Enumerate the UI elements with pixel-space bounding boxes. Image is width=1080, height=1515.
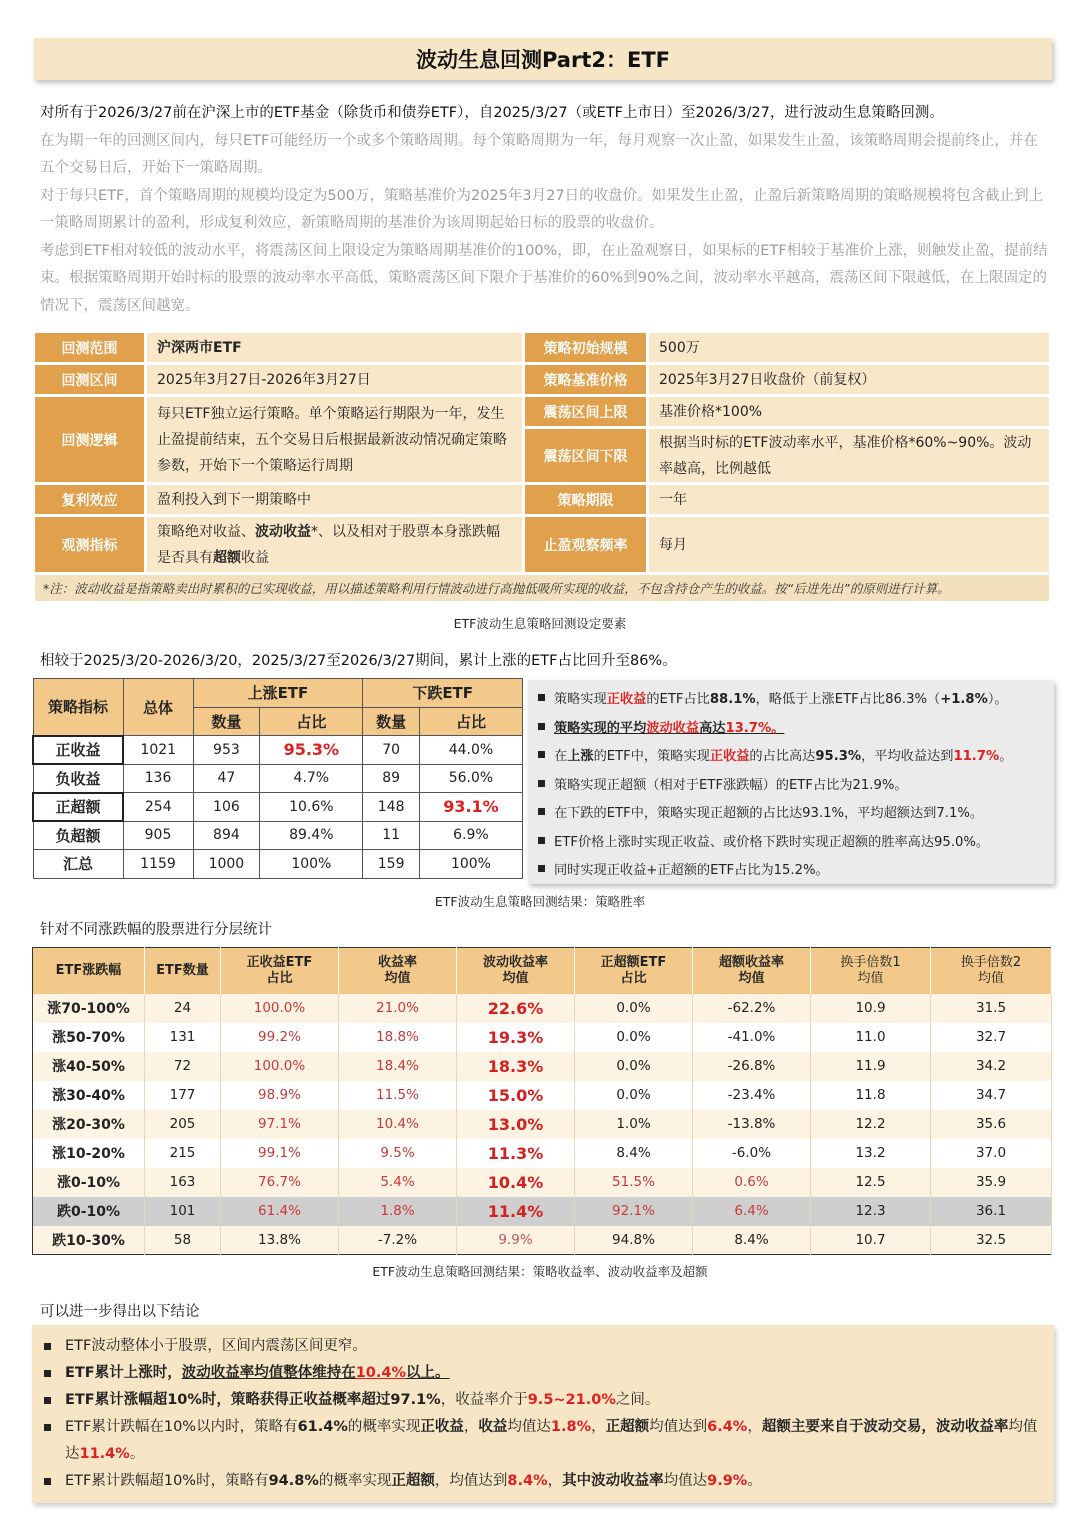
table-cell: 18.8% — [339, 1023, 457, 1052]
settings-label: 回测区间 — [34, 364, 146, 396]
table-cell: 32.5 — [931, 1226, 1052, 1255]
col-header: 换手倍数2 均值 — [931, 948, 1052, 994]
table-cell: 34.2 — [931, 1052, 1052, 1081]
table-cell: 跌0-10% — [33, 1197, 145, 1226]
bullet-square-icon — [44, 1424, 51, 1431]
table-cell: 31.5 — [931, 994, 1052, 1023]
table-row — [33, 1139, 1052, 1168]
table-cell: -13.8% — [693, 1110, 811, 1139]
table-cell: 131 — [145, 1023, 221, 1052]
table-cell: 163 — [145, 1168, 221, 1197]
bullet-square-icon — [538, 723, 545, 730]
settings-label: 策略初始规模 — [524, 332, 648, 364]
intro-paragraph-1: 在为期一年的回测区间内，每只ETF可能经历一个或多个策略周期。每个策略周期为一年，每月观察一次止盈，如果发生止盈，该策略周期会提前终止，并在五个交易日后，开始下一策略周期。 — [40, 132, 1038, 176]
col-header: 数量 — [363, 707, 420, 736]
table-cell: 0.0% — [575, 1023, 693, 1052]
col-header: 总体 — [123, 679, 193, 736]
settings-value: 盈利投入到下一期策略中 — [146, 484, 524, 516]
winrate-table — [32, 678, 523, 879]
table-row — [33, 994, 1052, 1023]
table-cell: 涨30-40% — [33, 1081, 145, 1110]
table-cell: 涨40-50% — [33, 1052, 145, 1081]
conclusion-box — [32, 1325, 1054, 1503]
table-cell: 22.6% — [457, 994, 575, 1023]
table-cell: 76.7% — [221, 1168, 339, 1197]
table-row — [33, 1023, 1052, 1052]
settings-label: 复利效应 — [34, 484, 146, 516]
settings-footnote: *注：波动收益是指策略卖出时累积的已实现收益，用以描述策略利用行情波动进行高抛低吸所实现的收益，不包含持仓产生的收益。按“后进先出”的原则进行计算。 — [34, 574, 1051, 603]
table-cell: 1.0% — [575, 1110, 693, 1139]
settings-caption: ETF波动生息策略回测设定要素 — [453, 616, 627, 631]
list-item: ETF累计涨幅超10%时，策略获得正收益概率超过97.1%，收益率介于9.5~21.0%之间。 — [44, 1387, 1042, 1414]
table-row — [33, 1081, 1052, 1110]
table-cell: 11.9 — [811, 1052, 931, 1081]
table-cell: 15.0% — [457, 1081, 575, 1110]
settings-value: 2025年3月27日收盘价（前复权） — [648, 364, 1051, 396]
col-header: 占比 — [260, 707, 363, 736]
table-cell: 6.4% — [693, 1197, 811, 1226]
col-header: 收益率 均值 — [339, 948, 457, 994]
settings-label: 回测范围 — [34, 332, 146, 364]
table-cell: 35.9 — [931, 1168, 1052, 1197]
table-cell: 跌10-30% — [33, 1226, 145, 1255]
table-row — [33, 1197, 1052, 1226]
table-cell: 涨70-100% — [33, 994, 145, 1023]
settings-value: 500万 — [648, 332, 1051, 364]
table-row — [33, 1052, 1052, 1081]
table-cell: 72 — [145, 1052, 221, 1081]
list-item: 策略实现正超额（相对于ETF涨跌幅）的ETF占比为21.9%。 — [538, 772, 1044, 801]
table-row: 正收益 1021 953 95.3% 70 44.0% — [33, 736, 523, 765]
col-header: 下跌ETF — [363, 679, 523, 708]
bullet-square-icon — [44, 1397, 51, 1404]
col-header: 策略指标 — [33, 679, 123, 736]
table-row: 正超额 254 106 10.6% 148 93.1% — [33, 793, 523, 822]
intro-text — [40, 100, 1050, 320]
settings-label: 回测逻辑 — [34, 396, 146, 484]
table-cell: 9.5% — [339, 1139, 457, 1168]
table-cell: 9.9% — [457, 1226, 575, 1255]
table-cell: 1.8% — [339, 1197, 457, 1226]
table-cell: 18.4% — [339, 1052, 457, 1081]
col-header: 上涨ETF — [193, 679, 363, 708]
list-item: 策略实现正收益的ETF占比88.1%，略低于上涨ETF占比86.3%（+1.8%）。 — [538, 686, 1044, 715]
bullet-square-icon — [44, 1370, 51, 1377]
table-cell: -23.4% — [693, 1081, 811, 1110]
bullet-square-icon — [538, 837, 545, 844]
table-cell: 10.4% — [339, 1110, 457, 1139]
list-item: 在下跌的ETF中，策略实现正超额的占比达93.1%，平均超额达到7.1%。 — [538, 800, 1044, 829]
table-cell: 21.0% — [339, 994, 457, 1023]
intro-lead: 对所有于2026/3/27前在沪深上市的ETF基金（除货币和债券ETF），自2025/3/27（或ETF上市日）至2026/3/27，进行波动生息策略回测。 — [40, 105, 944, 121]
table-cell: 58 — [145, 1226, 221, 1255]
table-cell: 5.4% — [339, 1168, 457, 1197]
table-cell: 8.4% — [575, 1139, 693, 1168]
col-header: 正超额ETF 占比 — [575, 948, 693, 994]
bullet-square-icon — [538, 865, 545, 872]
list-item: ETF累计跌幅超10%时，策略有94.8%的概率实现正超额，均值达到8.4%，其中波动收益率均值达9.9%。 — [44, 1468, 1042, 1495]
table-cell: 10.9 — [811, 994, 931, 1023]
settings-value: 每只ETF独立运行策略。单个策略运行期限为一年，发生止盈提前结束，五个交易日后根据最新波动情况确定策略参数，开始下一个策略运行周期 — [146, 396, 524, 484]
table-cell: 101 — [145, 1197, 221, 1226]
col-header: 正收益ETF 占比 — [221, 948, 339, 994]
table-cell: 涨50-70% — [33, 1023, 145, 1052]
table-cell: 32.7 — [931, 1023, 1052, 1052]
table-cell: 11.3% — [457, 1139, 575, 1168]
table-cell: -6.0% — [693, 1139, 811, 1168]
table-cell: 12.2 — [811, 1110, 931, 1139]
col-header: ETF数量 — [145, 948, 221, 994]
settings-value: 基准价格*100% — [648, 396, 1051, 428]
bullet-square-icon — [538, 808, 545, 815]
table-cell: 10.4% — [457, 1168, 575, 1197]
table-cell: 11.5% — [339, 1081, 457, 1110]
table-cell: 36.1 — [931, 1197, 1052, 1226]
list-item: ETF价格上涨时实现正收益、或价格下跌时实现正超额的胜率高达95.0%。 — [538, 829, 1044, 858]
table-cell: 12.3 — [811, 1197, 931, 1226]
table-cell: 涨20-30% — [33, 1110, 145, 1139]
list-item: 在上涨的ETF中，策略实现正收益的占比高达95.3%，平均收益达到11.7%。 — [538, 743, 1044, 772]
table-cell: 13.8% — [221, 1226, 339, 1255]
table-cell: 94.8% — [575, 1226, 693, 1255]
col-header: 波动收益率 均值 — [457, 948, 575, 994]
table-cell: 100.0% — [221, 1052, 339, 1081]
settings-label: 策略基准价格 — [524, 364, 648, 396]
table-row — [33, 1226, 1052, 1255]
settings-label: 震荡区间上限 — [524, 396, 648, 428]
table-cell: 24 — [145, 994, 221, 1023]
strata-caption: ETF波动生息策略回测结果：策略收益率、波动收益率及超额 — [372, 1264, 708, 1279]
table-cell: 177 — [145, 1081, 221, 1110]
table-row: 负超额 905 894 89.4% 11 6.9% — [33, 821, 523, 850]
intro-paragraph-3: 考虑到ETF相对较低的波动水平，将震荡区间上限设定为策略周期基准价的100%，即，在止盈观察日，如果标的ETF相较于基准价上涨，则触发止盈，提前结束。根据策略周期开始时标的股票的波动率水平高低，策略震荡区间下限介于基准价的60%到90%之间，波动率水平越高，震荡区间下限越低，在上限固定的情况下，震荡区间越宽。 — [40, 242, 1048, 314]
table-cell: 0.0% — [575, 1081, 693, 1110]
bullet-square-icon — [44, 1478, 51, 1485]
list-item: ETF波动整体小于股票，区间内震荡区间更窄。 — [44, 1333, 1042, 1360]
table-cell: -26.8% — [693, 1052, 811, 1081]
table-cell: 11.4% — [457, 1197, 575, 1226]
table-cell: 99.1% — [221, 1139, 339, 1168]
table-cell: 18.3% — [457, 1052, 575, 1081]
table-cell: 35.6 — [931, 1110, 1052, 1139]
list-item: ETF累计跌幅在10%以内时，策略有61.4%的概率实现正收益，收益均值达1.8%，正超额均值达到6.4%，超额主要来自于波动交易，波动收益率均值达11.4%。 — [44, 1414, 1042, 1468]
table-row: 负收益 136 47 4.7% 89 56.0% — [33, 764, 523, 793]
table-cell: 99.2% — [221, 1023, 339, 1052]
table-cell: 51.5% — [575, 1168, 693, 1197]
col-header: 换手倍数1 均值 — [811, 948, 931, 994]
bullet-square-icon — [538, 780, 545, 787]
settings-value: 策略绝对收益、波动收益*、以及相对于股票本身涨跌幅是否具有超额收益 — [146, 516, 524, 574]
col-header: 占比 — [419, 707, 522, 736]
col-header: ETF涨跌幅 — [33, 948, 145, 994]
table-cell: 涨0-10% — [33, 1168, 145, 1197]
intro-paragraph-2: 对于每只ETF，首个策略周期的规模均设定为500万，策略基准价为2025年3月27日的收盘价。如果发生止盈，止盈后新策略周期的策略规模将包含截止到上一策略周期累计的盈利，形成复利效应，新策略周期的基准价为该周期起始日标的股票的收盘价。 — [40, 187, 1044, 231]
table-cell: 215 — [145, 1139, 221, 1168]
strata-table — [32, 947, 1052, 1255]
table-cell: 11.0 — [811, 1023, 931, 1052]
table-cell: -7.2% — [339, 1226, 457, 1255]
list-item: 策略实现的平均波动收益高达13.7%。 — [538, 715, 1044, 744]
section3-text: 针对不同涨跌幅的股票进行分层统计 — [40, 922, 272, 938]
table-cell: 37.0 — [931, 1139, 1052, 1168]
table-cell: 92.1% — [575, 1197, 693, 1226]
table-cell: -62.2% — [693, 994, 811, 1023]
settings-value: 沪深两市ETF — [146, 332, 524, 364]
settings-value: 2025年3月27日-2026年3月27日 — [146, 364, 524, 396]
table-row — [33, 1110, 1052, 1139]
winrate-bullets — [528, 680, 1054, 884]
col-header: 超额收益率 均值 — [693, 948, 811, 994]
bullet-square-icon — [538, 751, 545, 758]
table-cell: 61.4% — [221, 1197, 339, 1226]
table-cell: 34.7 — [931, 1081, 1052, 1110]
bullet-square-icon — [44, 1343, 51, 1350]
section2-text: 相较于2025/3/20-2026/3/20，2025/3/27至2026/3/27期间，累计上涨的ETF占比回升至86%。 — [40, 653, 677, 669]
list-item: ETF累计上涨时，波动收益率均值整体维持在10.4%以上。 — [44, 1360, 1042, 1387]
table-cell: 0.6% — [693, 1168, 811, 1197]
strata-header-row — [33, 948, 1052, 994]
settings-label: 观测指标 — [34, 516, 146, 574]
table-row — [33, 1168, 1052, 1197]
list-item: 同时实现正收益+正超额的ETF占比为15.2%。 — [538, 857, 1044, 886]
table-cell: 12.5 — [811, 1168, 931, 1197]
table-cell: 0.0% — [575, 1052, 693, 1081]
table-cell: 11.8 — [811, 1081, 931, 1110]
table-cell: 98.9% — [221, 1081, 339, 1110]
settings-label: 震荡区间下限 — [524, 428, 648, 484]
table-cell: 100.0% — [221, 994, 339, 1023]
table-cell: 19.3% — [457, 1023, 575, 1052]
settings-value: 一年 — [648, 484, 1051, 516]
winrate-caption: ETF波动生息策略回测结果：策略胜率 — [434, 894, 646, 909]
settings-label: 止盈观察频率 — [524, 516, 648, 574]
page-title: 波动生息回测Part2：ETF — [34, 38, 1052, 80]
table-cell: 8.4% — [693, 1226, 811, 1255]
table-cell: 13.2 — [811, 1139, 931, 1168]
table-cell: 13.0% — [457, 1110, 575, 1139]
table-cell: 97.1% — [221, 1110, 339, 1139]
settings-value: 根据当时标的ETF波动率水平，基准价格*60%~90%。波动率越高，比例越低 — [648, 428, 1051, 484]
settings-value: 每月 — [648, 516, 1051, 574]
conclusion-title: 可以进一步得出以下结论 — [40, 1304, 200, 1320]
bullet-square-icon — [538, 694, 545, 701]
settings-label: 策略期限 — [524, 484, 648, 516]
table-cell: 0.0% — [575, 994, 693, 1023]
table-cell: 205 — [145, 1110, 221, 1139]
table-cell: 10.7 — [811, 1226, 931, 1255]
table-cell: 涨10-20% — [33, 1139, 145, 1168]
settings-table — [32, 330, 1052, 604]
table-row: 汇总 1159 1000 100% 159 100% — [33, 850, 523, 879]
col-header: 数量 — [193, 707, 260, 736]
table-cell: -41.0% — [693, 1023, 811, 1052]
